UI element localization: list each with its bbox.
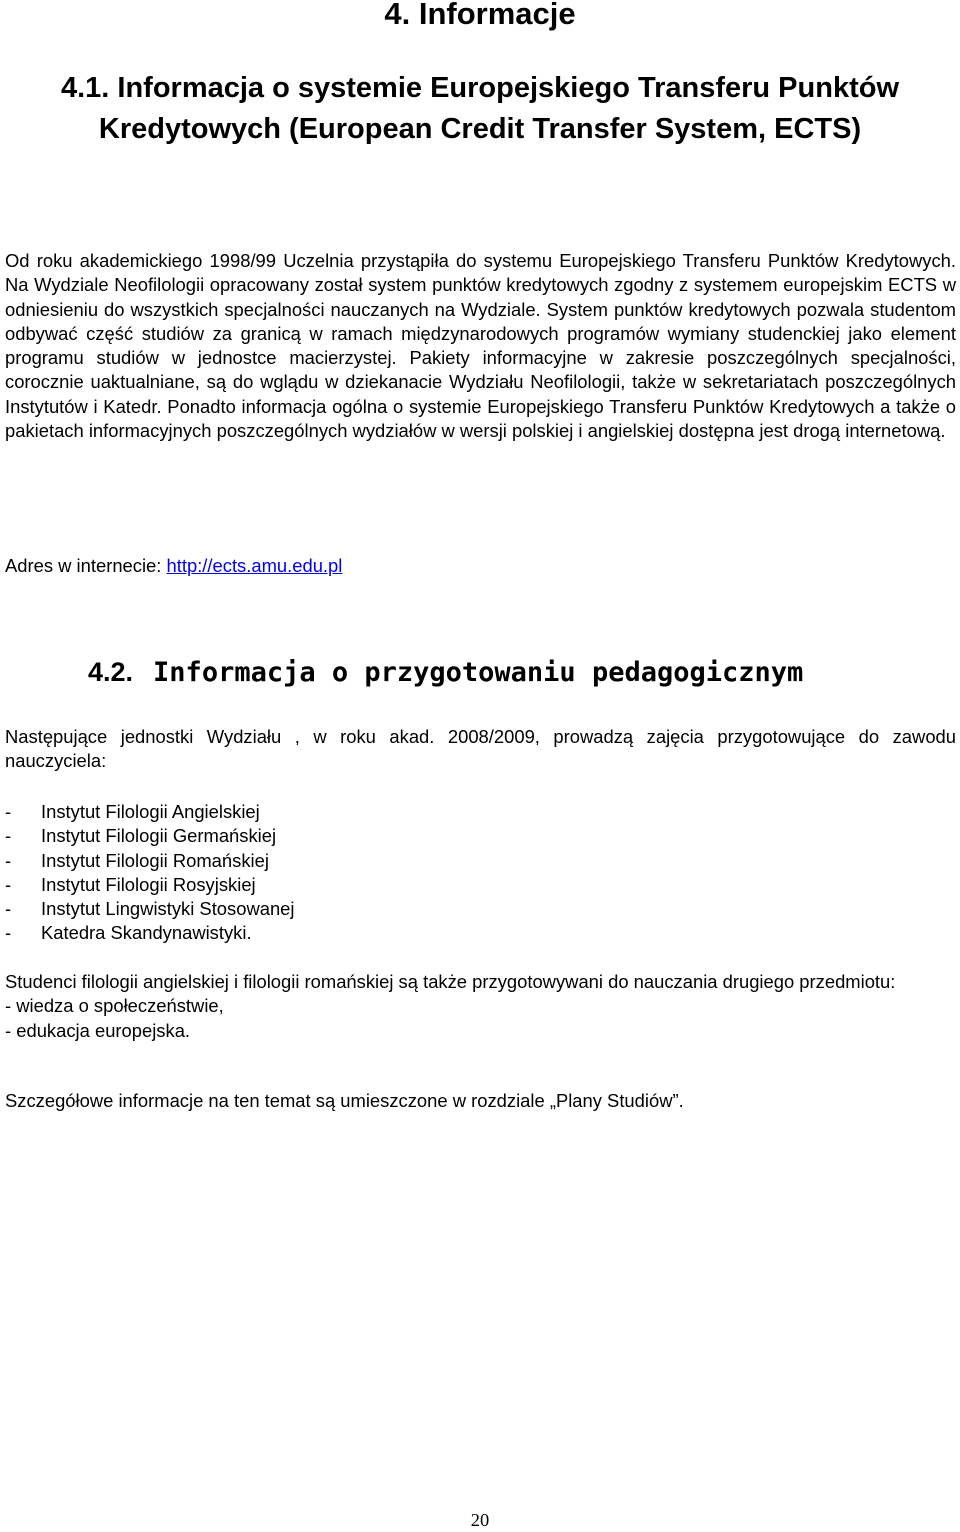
list-dash: - xyxy=(5,922,12,944)
list-item xyxy=(5,849,295,873)
second-subject-item: - edukacja europejska. xyxy=(5,1019,191,1041)
section-2-number: 4.2. xyxy=(88,657,134,687)
section-2-title: Informacja o przygotowaniu pedagogicznym xyxy=(153,657,804,688)
list-item xyxy=(5,800,295,824)
list-item-text: Instytut Filologii Romańskiej xyxy=(41,849,269,871)
list-dash: - xyxy=(5,801,12,822)
section-1-title: 4.1. Informacja o systemie Europejskiego Transferu Punktów Kredytowych (European Credit Transfer System, ECTS) xyxy=(60,72,900,145)
chapter-title: 4. Informacje xyxy=(384,0,576,31)
details-note: Szczegółowe informacje na ten temat są umieszczone w rozdziale „Plany Studiów”. xyxy=(5,1090,684,1111)
list-item-text: Katedra Skandynawistyki. xyxy=(41,922,252,944)
list-item xyxy=(5,873,295,897)
ects-link[interactable]: http://ects.amu.edu.pl xyxy=(166,555,343,576)
list-item-text: Instytut Filologii Germańskiej xyxy=(41,825,277,847)
second-subject-intro: Studenci filologii angielskiej i filologii romańskiej są także przygotowywani do nauczania drugiego przedmiotu: xyxy=(5,971,896,992)
page-number: 20 xyxy=(470,1510,490,1530)
list-item-text: Instytut Filologii Angielskiej xyxy=(41,801,260,822)
section-1-paragraph: Od roku akademickiego 1998/99 Uczelnia przystąpiła do systemu Europejskiego Transferu Punktów Kredytowych. Na Wydziale Neofilologii opracowany został system punktów kredytowych zgodny z systemem europejskim ECTS w odniesieniu do wszystkich specjalności nauczanych na Wydziale. System punktów kredytowych pozwala studentom odbywać część studiów za granicą w ramach międzynarodowych programów wymiany studenckiej jako element programu studiów w jednostce macierzystej. Pakiety informacyjne w zakresie poszczególnych specjalności, corocznie uaktualniane, są do wglądu w dziekanacie Wydziału Neofilologii, także w sekretariatach poszczególnych Instytutów i Katedr. Ponadto informacja ogólna o systemie Europejskiego Transferu Punktów Kredytowych a także o pakietach informacyjnych poszczególnych wydziałów w wersji polskiej i angielskiej dostępna jest drogą internetową. xyxy=(5,250,956,442)
list-dash: - xyxy=(5,825,12,847)
section-2-heading xyxy=(88,652,803,693)
internet-address xyxy=(5,554,956,578)
list-item xyxy=(5,824,295,848)
list-dash: - xyxy=(5,849,12,871)
list-item xyxy=(5,897,295,921)
list-dash: - xyxy=(5,873,12,895)
list-item-text: Instytut Filologii Rosyjskiej xyxy=(41,873,256,895)
second-subject-item: - wiedza o społeczeństwie, xyxy=(5,995,224,1017)
list-item xyxy=(5,921,295,945)
section-2-intro: Następujące jednostki Wydziału , w roku akad. 2008/2009, prowadzą zajęcia przygotowujące do zawodu nauczyciela: xyxy=(5,726,956,772)
address-label: Adres w internecie: xyxy=(5,555,167,576)
list-dash: - xyxy=(5,898,12,920)
second-subject-block xyxy=(5,970,956,1043)
list-item-text: Instytut Lingwistyki Stosowanej xyxy=(41,898,295,920)
units-list xyxy=(5,800,295,946)
